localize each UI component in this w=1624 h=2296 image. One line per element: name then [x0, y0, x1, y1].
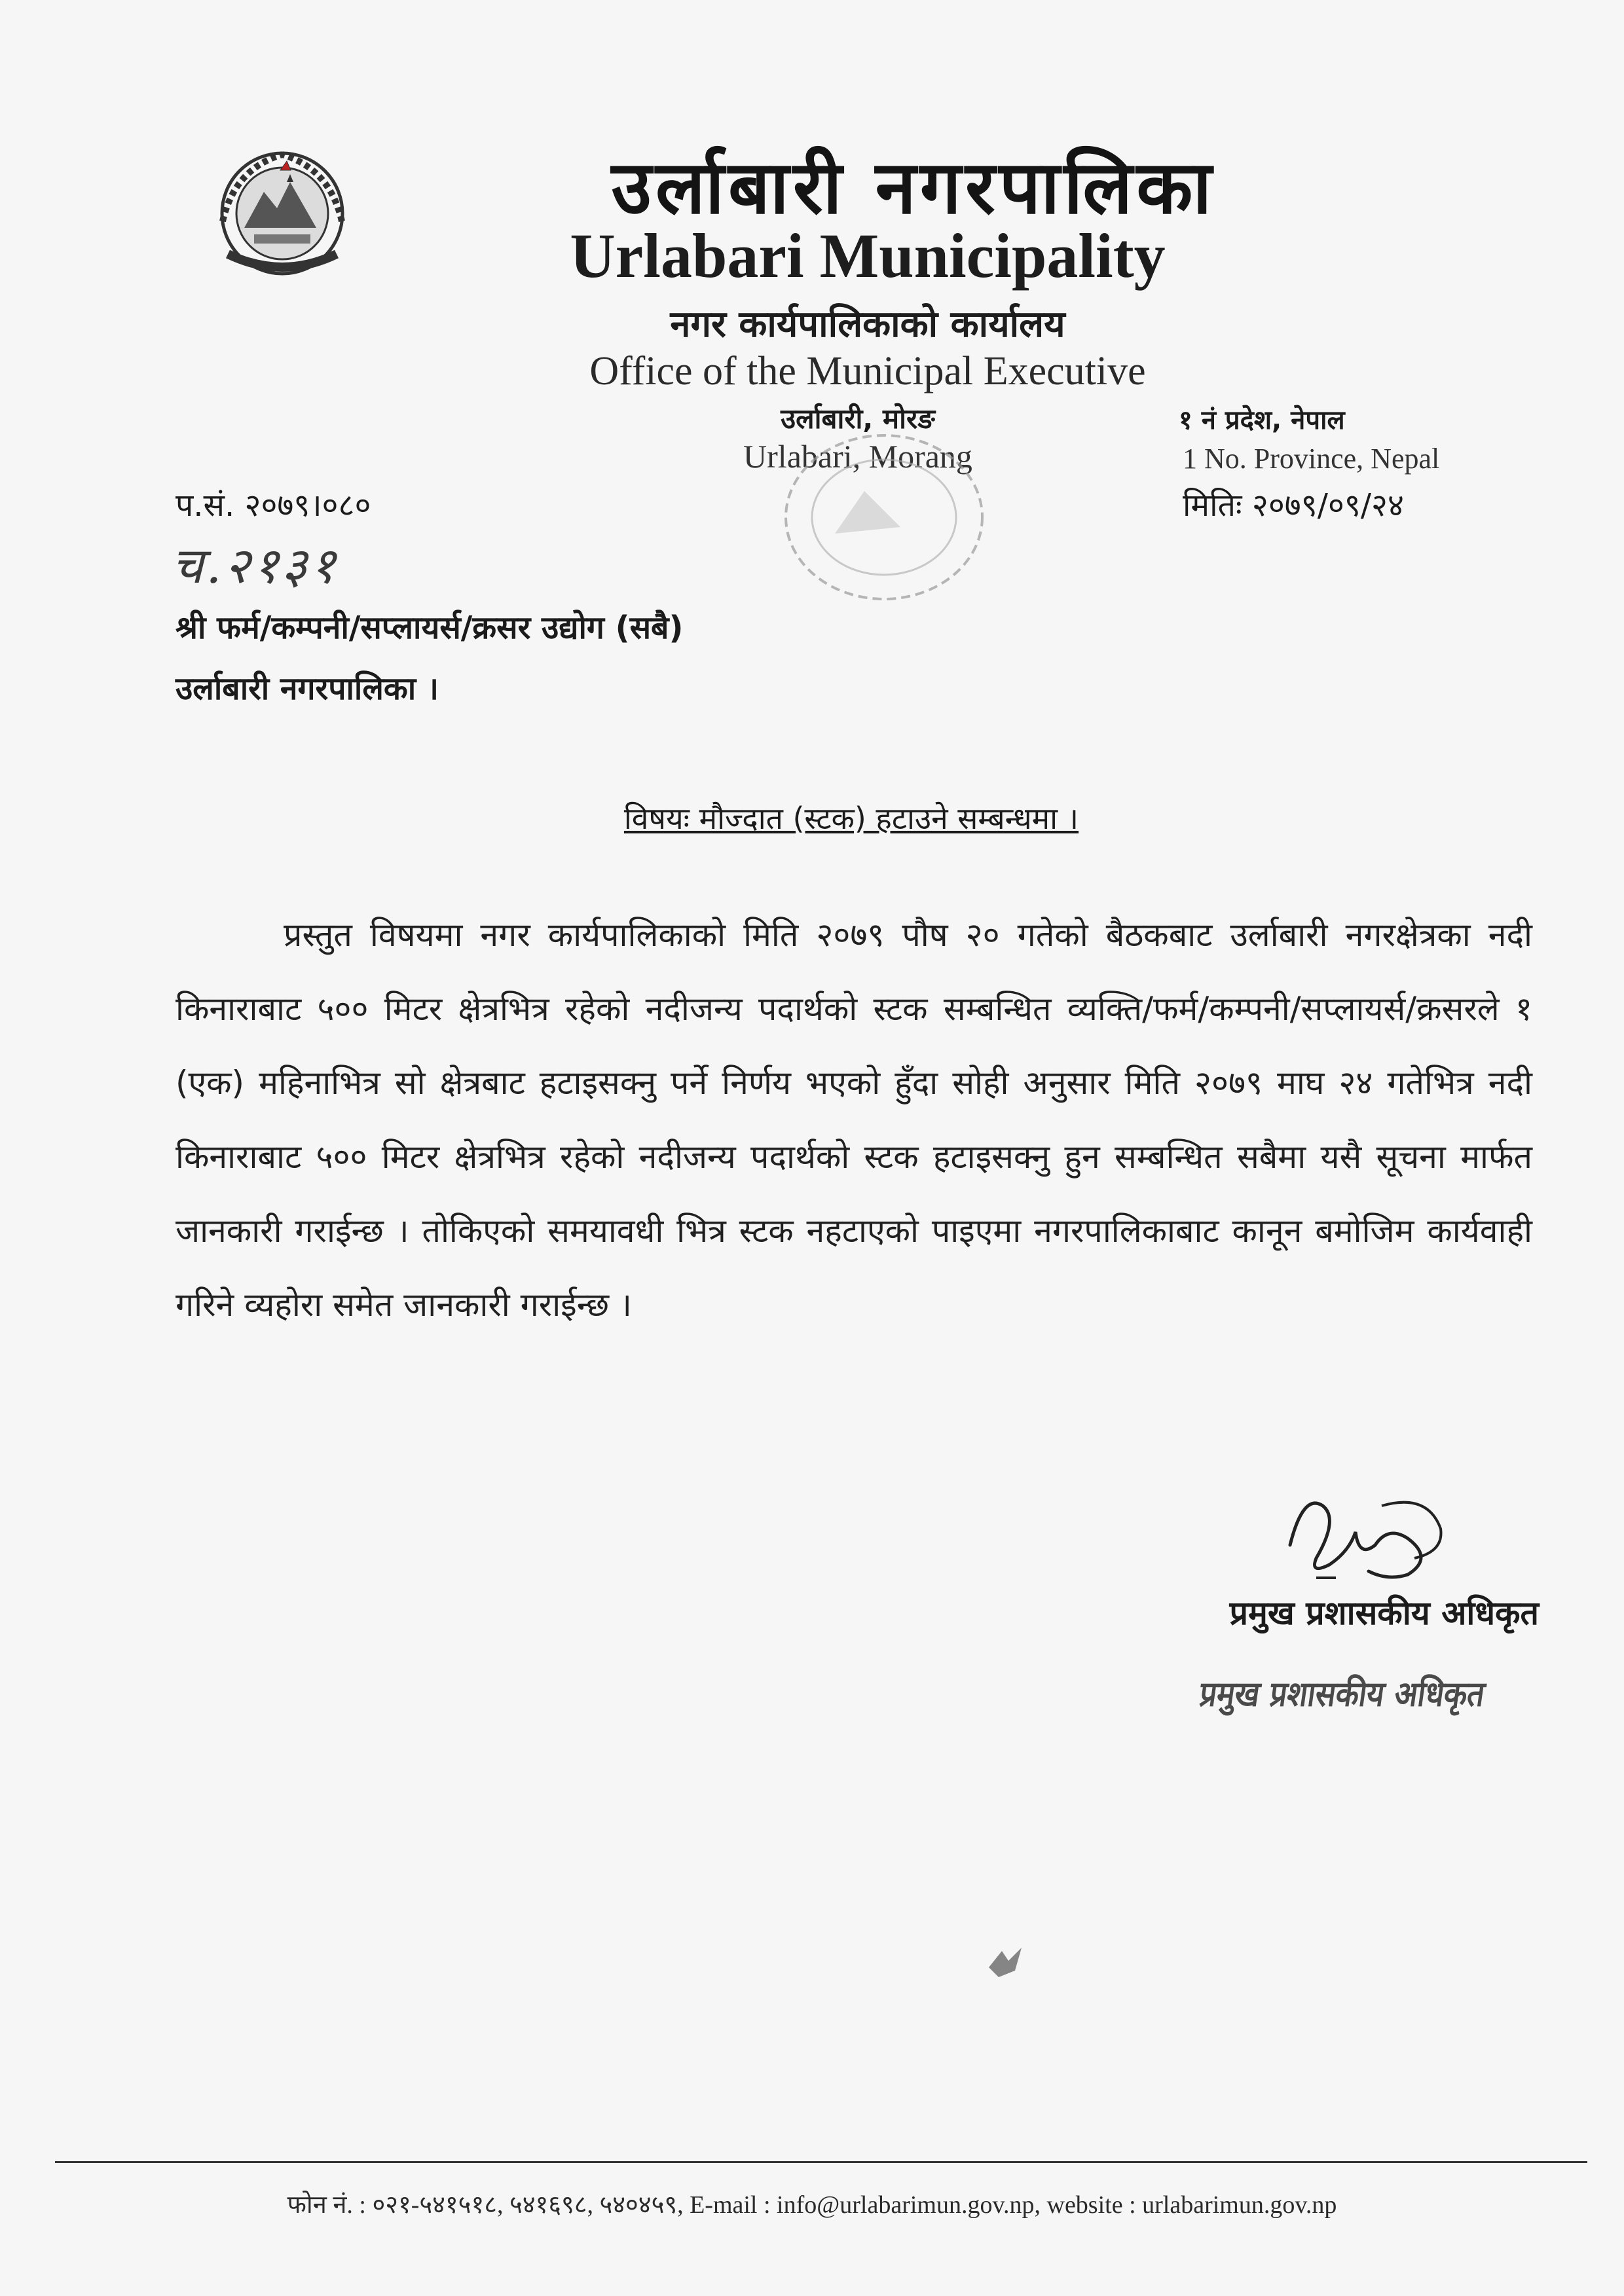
footer-contact: फोन नं. : ०२१-५४१५१८, ५४१६९८, ५४०४५९, E-mail : info@urlabarimun.gov.np, website : urlabarimun.gov.np	[287, 2191, 1337, 2219]
letter-date: मितिः २०७९/०९/२४	[1183, 487, 1404, 524]
recipient-line-2: उर्लाबारी नगरपालिका ।	[175, 670, 439, 707]
signatory-designation: प्रमुख प्रशासकीय अधिकृत	[1229, 1594, 1539, 1632]
address-english: Urlabari, Morang	[743, 438, 972, 475]
nepal-emblem-logo	[208, 143, 356, 280]
province-english: 1 No. Province, Nepal	[1183, 443, 1440, 475]
province-nepali: १ नं प्रदेश, नेपाल	[1179, 405, 1345, 435]
office-name-nepali: नगर कार्यपालिकाको कार्यालय	[670, 303, 1065, 346]
municipality-title-english: Urlabari Municipality	[570, 221, 1166, 291]
office-name-english: Office of the Municipal Executive	[589, 349, 1146, 393]
municipality-title-nepali: उर्लाबारी नगरपालिका	[611, 145, 1216, 230]
handwritten-signature	[1277, 1467, 1460, 1597]
letter-subject: विषयः मौज्दात (स्टक) हटाउने सम्बन्धमा ।	[623, 801, 1079, 836]
signatory-stamp: प्रमुख प्रशासकीय अधिकृत	[1197, 1673, 1488, 1715]
reference-number: प.सं. २०७९।०८०	[175, 487, 371, 524]
footer-divider	[55, 2161, 1587, 2163]
address-nepali: उर्लाबारी, मोरङ	[781, 403, 935, 435]
dispatch-number-handwritten: च.२१३१	[172, 536, 339, 594]
recipient-line-1: श्री फर्म/कम्पनी/सप्लायर्स/क्रसर उद्योग (सबै)	[175, 610, 684, 646]
office-seal-stamp	[773, 419, 995, 615]
ink-smudge	[982, 1938, 1028, 1984]
letter-body: प्रस्तुत विषयमा नगर कार्यपालिकाको मिति २०७९ पौष २० गतेको बैठकबाट उर्लाबारी नगरक्षेत्रका नदी किनाराबाट ५०० मिटर क्षेत्रभित्र रहेको नदीजन्य पदार्थको स्टक सम्बन्धित व्यक्ति/फर्म/कम्पनी/सप्लायर्स/क्रसरले १ (एक) महिनाभित्र सो क्षेत्रबाट हटाइसक्नु पर्ने निर्णय भएको हुँदा सोही अनुसार मिति २०७९ माघ २४ गतेभित्र नदी किनाराबाट ५०० मिटर क्षेत्रभित्र रहेको नदीजन्य पदार्थको स्टक हटाइसक्नु हुन सम्बन्धित सबैमा यसै सूचना मार्फत जानकारी गराईन्छ । तोकिएको समयावधी भित्र स्टक नहटाएको पाइएमा नगरपालिकाबाट कानून बमोजिम कार्यवाही गरिने व्यहोरा समेत जानकारी गराईन्छ ।	[175, 916, 1532, 1324]
